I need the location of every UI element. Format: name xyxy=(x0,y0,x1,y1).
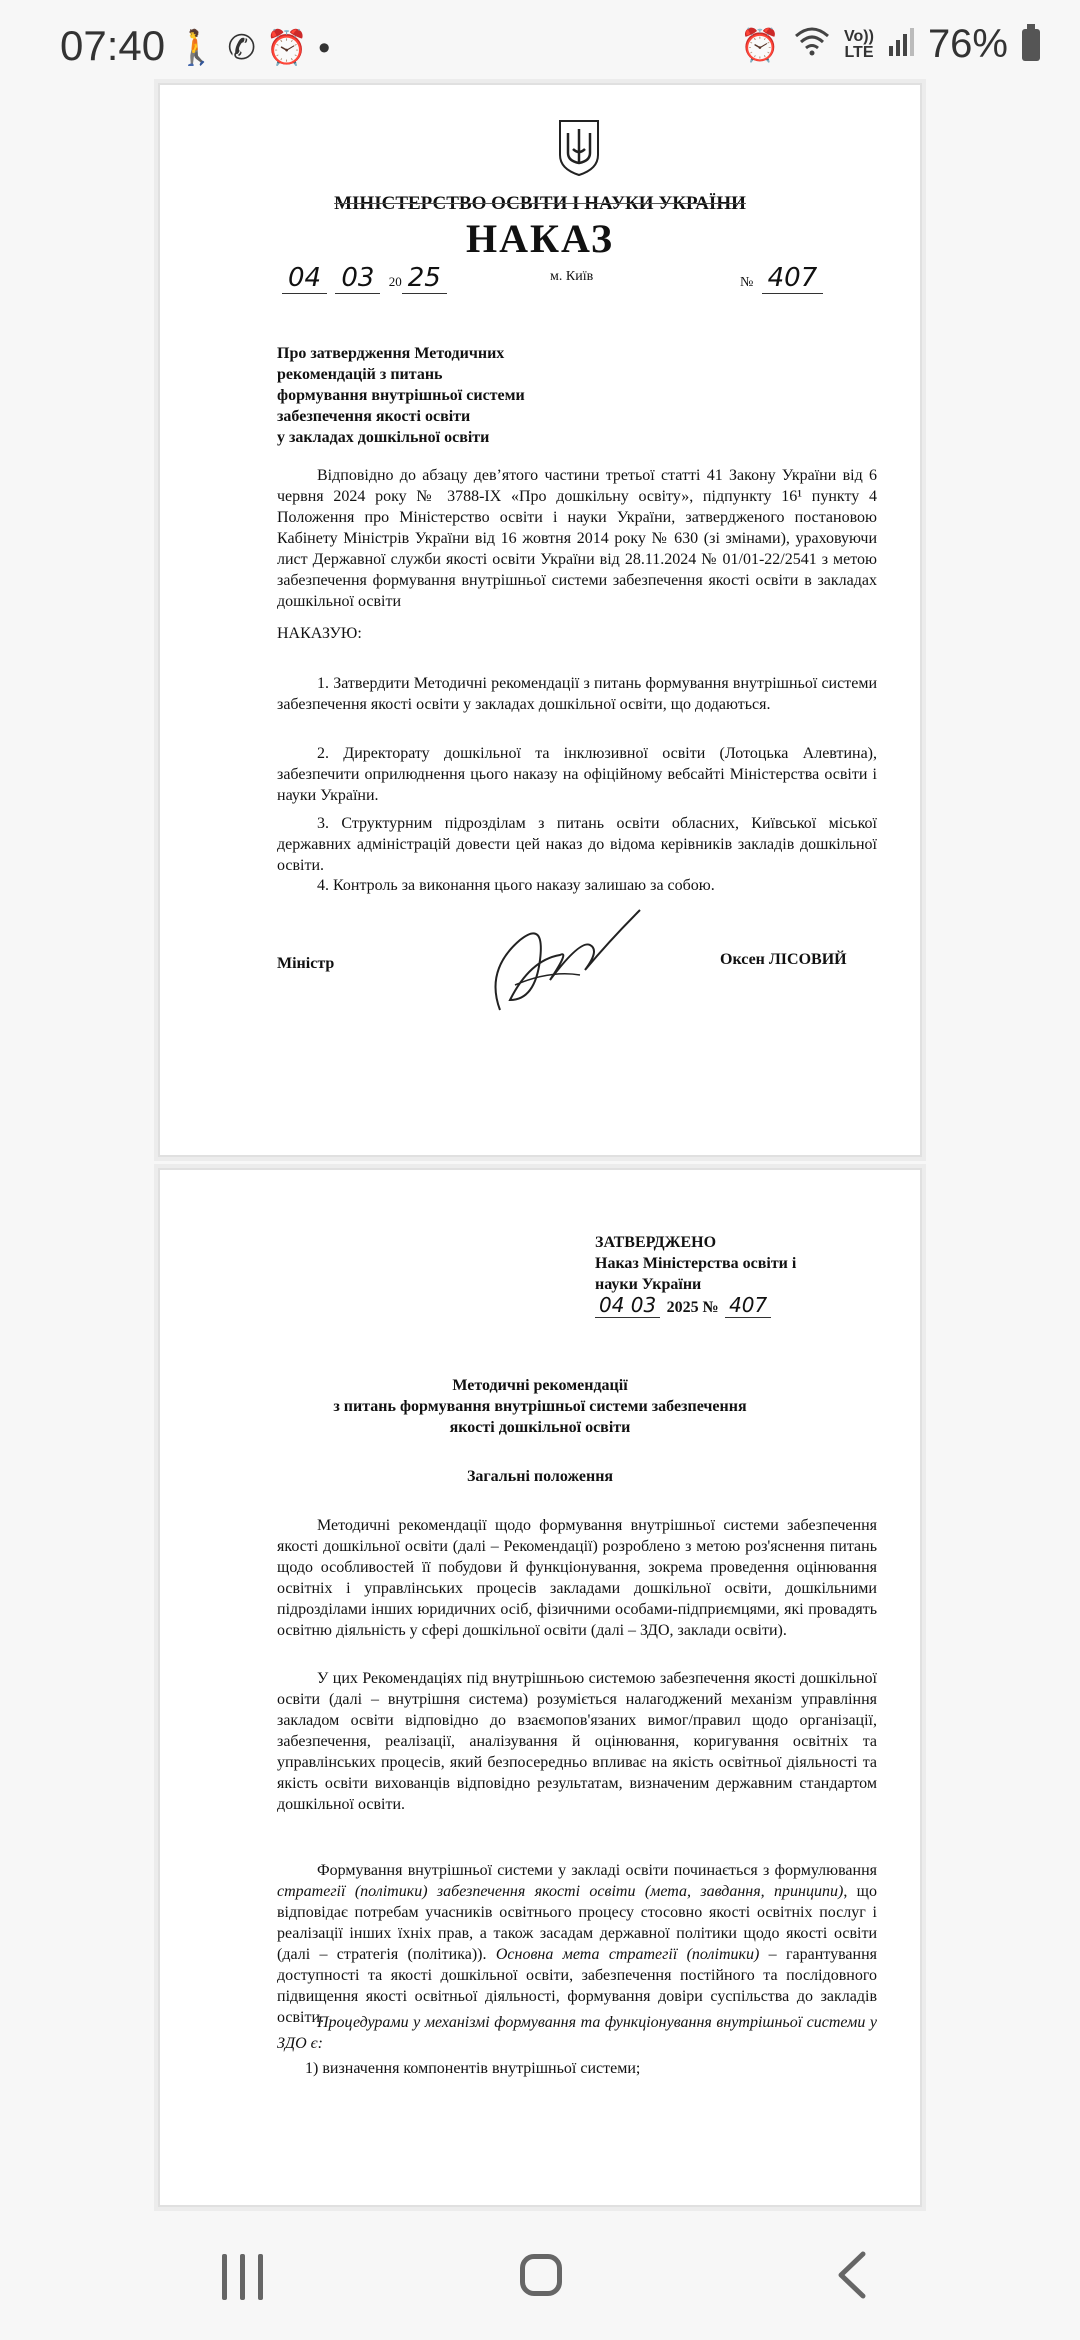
recommendations-title xyxy=(280,1375,800,1438)
trident-emblem-icon xyxy=(556,119,602,177)
alarm-icon: ⏰ xyxy=(265,29,319,67)
number-prefix: № xyxy=(740,275,754,290)
subject-line: забезпечення якості освіти xyxy=(277,408,471,425)
paragraph-4: Процедурами у механізмі формування та функціонування внутрішньої системи у ЗДО є: xyxy=(277,2014,877,2052)
approved-year: 2025 № xyxy=(666,1299,719,1316)
document-page-2[interactable] xyxy=(160,1170,920,2205)
date-day: 04 xyxy=(282,263,327,294)
list-item-1: 1) визначення компонентів внутрішньої системи; xyxy=(305,2060,641,2077)
signature-image xyxy=(490,900,650,1020)
approved-date xyxy=(595,1295,845,1318)
order-item-1: 1. Затвердити Методичні рекомендації з питань формування внутрішньої системи забезпечення якості освіти у закладах дошкільної освіти, що додаються. xyxy=(277,675,877,713)
document-page-1[interactable] xyxy=(160,85,920,1155)
recent-apps-icon[interactable] xyxy=(222,2254,266,2300)
order-item-4: 4. Контроль за виконання цього наказу залишаю за собою. xyxy=(317,877,715,894)
title-line: Методичні рекомендації xyxy=(452,1377,628,1394)
walk-icon: 🚶 xyxy=(175,29,228,67)
ministry-header: МІНІСТЕРСТВО ОСВІТИ І НАУКИ УКРАЇНИ xyxy=(334,193,746,214)
volte-label: Vo)) xyxy=(844,27,874,45)
status-notification-icons xyxy=(175,28,340,68)
minister-label: Міністр xyxy=(277,955,335,972)
order-title: НАКАЗ xyxy=(465,216,614,261)
number-value: 407 xyxy=(762,263,824,294)
back-icon[interactable] xyxy=(835,2250,867,2300)
order-date xyxy=(282,263,447,294)
viber-icon: ✆ xyxy=(227,29,266,67)
alarm-icon: ⏰ xyxy=(740,26,781,63)
para3-text: – гарантування доступності та якості дошкільної освіти, забезпечення постійного та послідовного підвищення якості освітньої діяльності, формування довіри суспільства до закладів освіти. xyxy=(277,1946,878,2026)
nakazuyu-heading: НАКАЗУЮ: xyxy=(277,625,362,642)
wifi-icon xyxy=(794,26,830,64)
order-city: м. Київ xyxy=(550,269,594,284)
minister-name: Оксен ЛІСОВИЙ xyxy=(720,951,847,968)
navigation-bar xyxy=(0,2220,1080,2340)
order-number xyxy=(740,263,823,294)
subject-line: у закладах дошкільної освіти xyxy=(277,429,490,446)
home-icon[interactable] xyxy=(520,2254,562,2296)
approved-heading: ЗАТВЕРДЖЕНО xyxy=(595,1234,717,1251)
title-line: якості дошкільної освіти xyxy=(449,1419,631,1436)
para3-italic: стратегії (політики) забезпечення якості освіти (мета, завдання, принципи) xyxy=(277,1883,844,1900)
status-time: 07:40 xyxy=(60,22,166,69)
para3-italic: Основна мета стратегії (політики) xyxy=(495,1946,760,1963)
paragraph-1: Методичні рекомендації щодо формування внутрішньої системи забезпечення якості дошкільної освіти (далі – Рекомендації) розроблено з метою роз'яснення питань щодо особливостей її побудови й функціонування, зокрема проведення оцінювання освітніх і управлінських процесів закладами дошкільної освіти, дошкільними підрозділами інших юридичних осіб, фізичними особами-підприємцями, які провадять освітню діяльність у сфері дошкільної освіти (далі – ЗДО, заклади освіти). xyxy=(277,1517,877,1639)
title-line: з питань формування внутрішньої системи забезпечення xyxy=(333,1398,747,1415)
section-title: Загальні положення xyxy=(466,1468,614,1485)
battery-icon xyxy=(1022,29,1040,61)
order-item-2: 2. Директорату дошкільної та інклюзивної освіти (Лотоцька Алевтина), забезпечити оприлюднення цього наказу на офіційному вебсайті Міністерства освіти і науки України. xyxy=(277,745,877,804)
paragraph-2: У цих Рекомендаціях під внутрішньою системою забезпечення якості дошкільної освіти (далі – внутрішня система) розуміється налагоджений механізм управління закладом освіти відповідно до взаємопов'язаних вимог/правил щодо організації, забезпечення, реалізації, аналізування й оцінювання, коригування освітніх та управлінських процесів, який безпосередньо впливає на якість освітньої діяльності та якість освіти вихованців відповідно результатам, визначеним державним стандартом дошкільної освіти. xyxy=(277,1670,877,1813)
para3-text: , що відповідає потребам учасників освітнього процесу стосовно якості освітніх послуг і реалізації інших їхніх прав, а також засадам державної політики щодо якості освіти (далі – стратегія (політика)). xyxy=(277,1883,878,1963)
volte-icon xyxy=(844,29,874,61)
preamble-paragraph: Відповідно до абзацу дев’ятого частини третьої статті 41 Закону України від 6 червня 2024 року № 3788-IX «Про дошкільну освіту», підпункту 16¹ пункту 4 Положення про Міністерство освіти і науки України, затвердженого постановою Кабінету Міністрів України від 16 жовтня 2014 року № 630 (зі змінами), ураховуючи лист Державної служби якості освіти України від 28.11.2024 № 01/01-22/2541 з метою забезпечення формування внутрішньої системи забезпечення якості освіти в закладах дошкільної освіти xyxy=(277,467,877,610)
paragraph-3 xyxy=(277,1860,877,2028)
dot-icon: • xyxy=(318,29,341,67)
approved-line: Наказ Міністерства освіти і xyxy=(595,1255,797,1272)
subject-line: Про затвердження Методичних xyxy=(277,345,505,362)
status-system-icons xyxy=(740,22,1040,67)
order-subject xyxy=(277,343,607,448)
signal-icon xyxy=(888,26,914,64)
approved-date-value: 04 03 xyxy=(595,1293,660,1318)
date-year-prefix: 20 xyxy=(388,274,402,289)
approved-line: науки України xyxy=(595,1276,702,1293)
battery-percent: 76% xyxy=(927,22,1008,66)
lte-label: LTE xyxy=(844,43,874,61)
date-month: 03 xyxy=(335,263,380,294)
subject-line: рекомендацій з питань xyxy=(277,366,443,383)
para3-text: Формування внутрішньої системи у закладі освіти починається з формулювання xyxy=(317,1862,877,1879)
order-item-3: 3. Структурним підрозділам з питань освіти обласних, Київської міської державних адміністрацій довести цей наказ до відома керівників закладів дошкільної освіти. xyxy=(277,815,877,874)
subject-line: формування внутрішньої системи xyxy=(277,387,525,404)
date-year: 25 xyxy=(402,263,447,294)
approved-number: 407 xyxy=(725,1293,771,1318)
status-bar xyxy=(0,0,1080,90)
approval-block xyxy=(595,1232,845,1318)
